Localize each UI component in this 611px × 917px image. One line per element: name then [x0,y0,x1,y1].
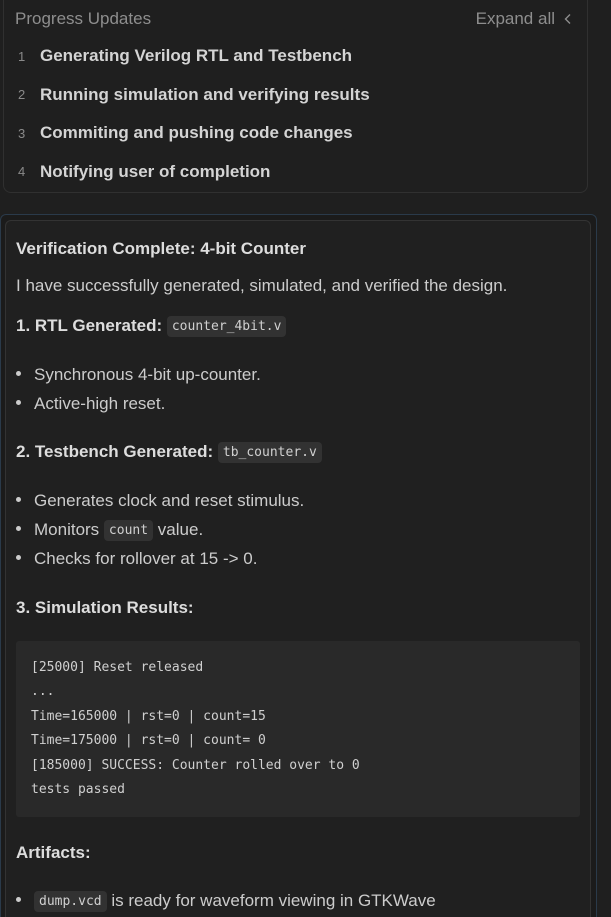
expand-all-button[interactable] [476,9,575,29]
progress-step [4,114,587,153]
step-number: 2 [18,87,26,103]
artifact-file-code: dump.vcd [34,891,107,912]
step-label: Generating Verilog RTL and Testbench [40,46,353,66]
artifact-text: is ready for waveform viewing in GTKWave [111,891,436,910]
message-card [5,220,591,917]
bullet-text: Synchronous 4-bit up-counter. [34,365,261,384]
bullet-dot [16,400,21,405]
rtl-heading [16,316,286,336]
progress-header [15,9,575,31]
code-line: Time=175000 | rst=0 | count= 0 [31,733,266,749]
bullet-text-suffix: value. [157,520,204,539]
code-line: Time=165000 | rst=0 | count=15 [31,708,266,724]
bullet-text-prefix: Monitors [34,520,100,539]
progress-step [4,76,587,115]
expand-all-label: Expand all [475,9,555,28]
progress-steps [4,37,587,191]
tb-bullet [16,520,203,540]
progress-title: Progress Updates [15,9,152,28]
bullet-dot [16,497,21,502]
rtl-heading-label: 1. RTL Generated: [16,316,163,335]
message-title: Verification Complete: 4-bit Counter [16,239,306,258]
artifacts-heading: Artifacts: [16,843,91,862]
tb-bullet [16,491,304,511]
bullet-dot [16,371,21,376]
tb-bullet [16,549,257,569]
count-code: count [104,520,153,541]
sim-heading: 3. Simulation Results: [16,598,194,617]
chevron-left-icon [561,12,575,26]
code-line: [25000] Reset released [31,660,204,675]
step-label: Notifying user of completion [40,161,271,181]
message-intro: I have successfully generated, simulated, and verified the design. [16,276,508,295]
progress-updates-panel [3,0,588,193]
bullet-text: Generates clock and reset stimulus. [34,491,305,510]
bullet-dot [16,555,21,560]
sim-results-codeblock [16,641,580,817]
code-line: ... [31,684,55,700]
progress-step [4,153,587,192]
step-number: 4 [18,164,26,180]
code-line: [185000] SUCCESS: Counter rolled over to 0 [31,757,360,773]
rtl-bullet [16,365,261,385]
tb-heading [16,442,322,462]
artifact-bullet [16,891,436,911]
step-number: 1 [18,48,26,64]
step-label: Commiting and pushing code changes [40,123,353,143]
progress-step [4,37,587,76]
step-label: Running simulation and verifying results [40,84,370,104]
rtl-bullet [16,394,165,414]
rtl-file-code: counter_4bit.v [167,316,287,337]
bullet-text: Checks for rollover at 15 -> 0. [34,549,258,568]
bullet-dot [16,526,21,531]
bullet-dot [16,897,21,902]
step-number: 3 [18,125,26,141]
bullet-text: Active-high reset. [34,394,166,413]
message-card-outer [0,214,597,917]
tb-file-code: tb_counter.v [218,442,322,463]
tb-heading-label: 2. Testbench Generated: [16,442,214,461]
code-line: tests passed [31,781,125,797]
